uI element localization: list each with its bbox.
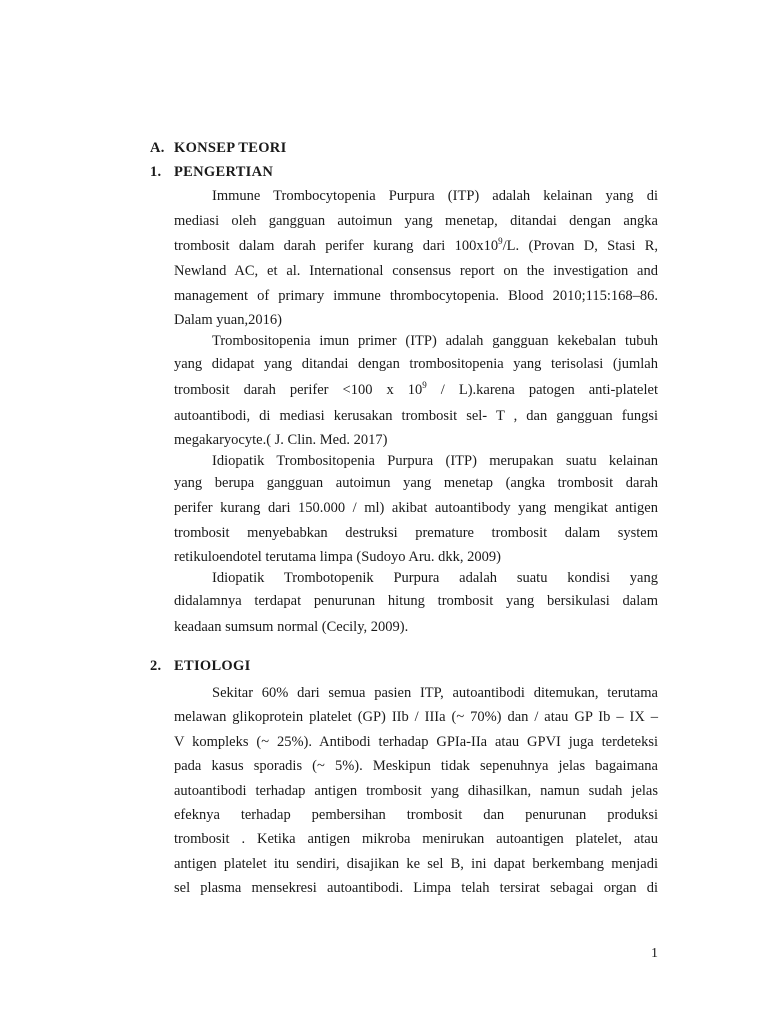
text-line: sel plasma mensekresi autoantibodi. Limpa telah tersirat sebagai organ di	[174, 880, 658, 897]
section-marker: 1.	[150, 164, 162, 180]
text-line: didalamnya terdapat penurunan hitung trombosit yang bersikulasi dalam	[174, 593, 658, 609]
paragraph-itp-definition-4	[150, 568, 658, 640]
text-line: retikuloendotel terutama limpa (Sudoyo Aru. dkk, 2009)	[174, 549, 501, 565]
section-marker: 2.	[150, 658, 162, 674]
text-line: yang berupa gangguan autoimun yang menetap (angka trombosit darah	[174, 475, 658, 491]
text-line: V kompleks (~ 25%). Antibodi terhadap GPIa-IIa atau GPVI juga terdeteksi	[174, 733, 658, 750]
text-line: Newland AC, et al. International consensus report on the investigation and	[174, 263, 658, 279]
text-line: melawan glikoprotein platelet (GP) IIb / IIIa (~ 70%) dan / atau GP Ib – IX –	[174, 709, 658, 726]
section-title: KONSEP TEORI	[174, 140, 287, 156]
paragraph-itp-definition-2	[150, 331, 658, 451]
text-line: mediasi oleh gangguan autoimun yang menetap, ditandai dengan angka	[174, 213, 658, 229]
text-line: keadaan sumsum normal (Cecily, 2009).	[174, 619, 409, 635]
paragraph-etiology	[150, 681, 658, 901]
superscript: 9	[422, 380, 427, 390]
text-segment: /L. (Provan D, Stasi R,	[502, 238, 658, 254]
text-line: Sekitar 60% dari semua pasien ITP, autoantibodi ditemukan, terutama	[212, 685, 658, 701]
text-line: trombosit menyebabkan destruksi premature trombosit dalam system	[174, 525, 658, 541]
section-marker: A.	[150, 140, 165, 156]
text-line: autoantibodi terhadap antigen trombosit yang dihasilkan, namun sudah jelas	[174, 782, 658, 799]
text-line: pada kasus sporadis (~ 5%). Meskipun tidak sepenuhnya jelas bagaimana	[174, 758, 658, 775]
text-line: Trombositopenia imun primer (ITP) adalah gangguan kekebalan tubuh	[212, 333, 658, 349]
text-line: megakaryocyte.( J. Clin. Med. 2017)	[174, 432, 388, 448]
text-segment: trombosit dalam darah perifer kurang dari 100x10	[174, 238, 499, 254]
section-heading-1	[150, 160, 658, 184]
text-line: antigen platelet itu sendiri, disajikan ke sel B, ini dapat berkembang menjadi	[174, 855, 658, 872]
document-body	[150, 136, 658, 901]
text-line: yang didapat yang ditandai dengan trombositopenia yang terisolasi (jumlah	[174, 356, 658, 372]
superscript: 9	[498, 236, 503, 246]
text-line: management of primary immune thrombocytopenia. Blood 2010;115:168–86.	[174, 288, 658, 304]
text-line: Idiopatik Trombositopenia Purpura (ITP) merupakan suatu kelainan	[212, 453, 658, 469]
text-line	[174, 234, 658, 259]
section-heading-2	[150, 654, 658, 678]
paragraph-itp-definition-3	[150, 451, 658, 568]
text-segment: trombosit darah perifer <100 x 10	[174, 382, 423, 398]
text-segment: / L).karena patogen anti-platelet	[426, 382, 658, 398]
text-line	[174, 377, 658, 403]
section-heading-a	[150, 136, 658, 160]
text-line: perifer kurang dari 150.000 / ml) akibat autoantibody yang mengikat antigen	[174, 500, 658, 516]
text-line: trombosit . Ketika antigen mikroba menirukan autoantigen platelet, atau	[174, 831, 658, 848]
text-line: efeknya terhadap pembersihan trombosit dan penurunan produksi	[174, 807, 658, 824]
paragraph-itp-definition-1	[150, 184, 658, 331]
text-line: Dalam yuan,2016)	[174, 312, 282, 328]
section-title: PENGERTIAN	[174, 164, 274, 180]
text-line: autoantibodi, di mediasi kerusakan trombosit sel- T , dan gangguan fungsi	[174, 408, 658, 424]
text-line: Idiopatik Trombotopenik Purpura adalah suatu kondisi yang	[212, 570, 658, 586]
page-number: 1	[651, 946, 658, 961]
section-title: ETIOLOGI	[174, 658, 251, 674]
text-line: Immune Trombocytopenia Purpura (ITP) adalah kelainan yang di	[212, 188, 658, 204]
